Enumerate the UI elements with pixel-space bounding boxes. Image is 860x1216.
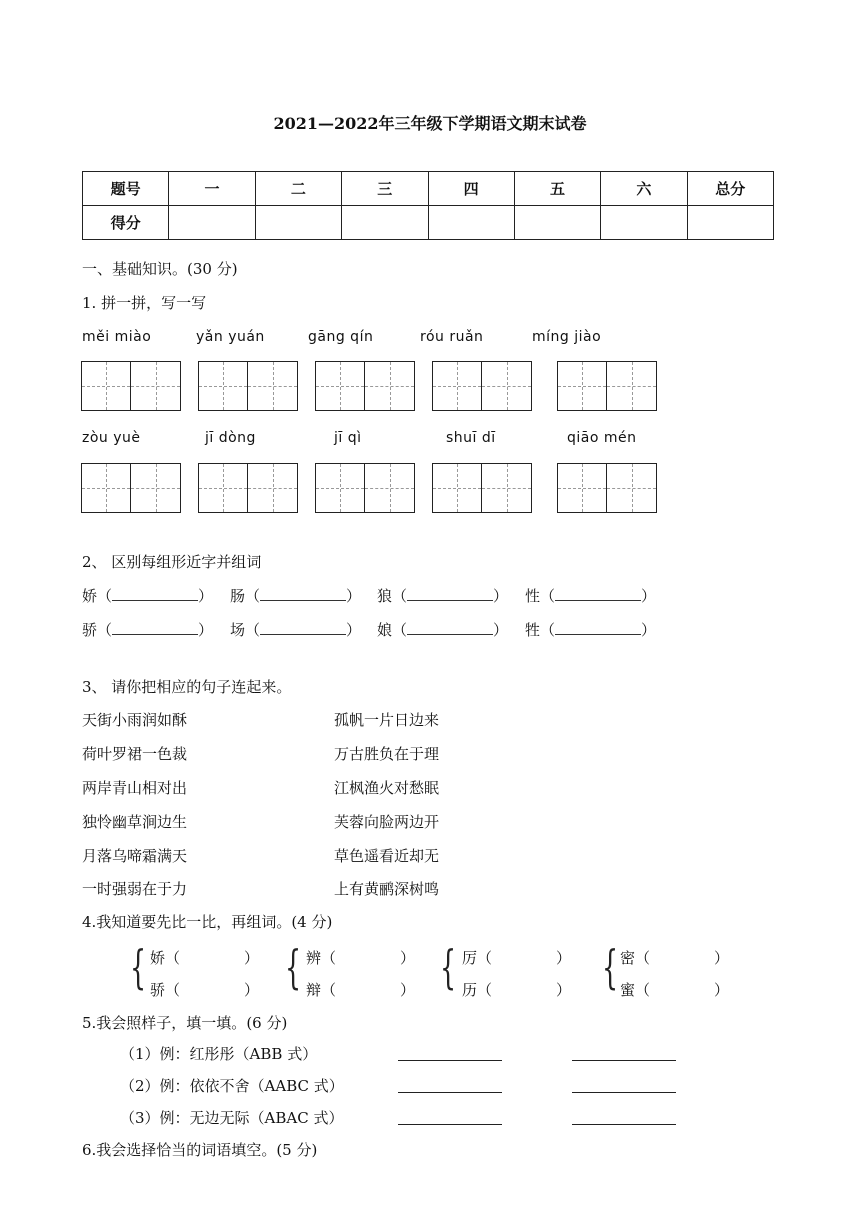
answer-blank[interactable] (555, 586, 641, 601)
score-input-cell[interactable] (169, 206, 255, 240)
score-header-cell: 三 (342, 172, 428, 206)
answer-blank[interactable] (555, 620, 641, 635)
poem-line-right[interactable]: 万古胜负在于理 (334, 745, 440, 763)
q2-char: 娇 (82, 587, 98, 605)
writing-grid[interactable] (198, 463, 298, 513)
poem-line-left[interactable]: 一时强弱在于力 (82, 880, 188, 898)
q4-item[interactable]: 辩（ ） (306, 981, 416, 999)
score-header-cell: 题号 (83, 172, 169, 206)
score-table-score-row (83, 206, 774, 240)
brace-icon: { (602, 940, 619, 994)
writing-cell[interactable] (557, 463, 607, 513)
q5-example: （2）例：依依不舍（AABC 式） (120, 1077, 344, 1095)
writing-cell[interactable] (315, 361, 365, 411)
poem-line-right[interactable]: 上有黄鹂深树鸣 (334, 880, 440, 898)
q2-item: 场（ ） (230, 621, 362, 639)
writing-grid[interactable] (315, 361, 415, 411)
answer-line[interactable] (572, 1124, 676, 1125)
answer-blank[interactable] (407, 586, 493, 601)
pinyin-label: shuī dī (446, 430, 496, 446)
q2-item: 性（ ） (525, 587, 657, 605)
answer-blank[interactable] (407, 620, 493, 635)
score-header-cell: 总分 (687, 172, 773, 206)
poem-line-right[interactable]: 芙蓉向脸两边开 (334, 813, 440, 831)
q2-char: 肠 (230, 587, 246, 605)
q2-item: 肠（ ） (230, 587, 362, 605)
writing-cell[interactable] (482, 361, 532, 411)
score-header-cell: 六 (601, 172, 687, 206)
q4-item[interactable]: 历（ ） (462, 981, 572, 999)
poem-line-left[interactable]: 月落乌啼霜满天 (82, 847, 188, 865)
score-input-cell[interactable] (601, 206, 687, 240)
page-title: 2021—2022年三年级下学期语文期末试卷 (273, 114, 587, 133)
writing-grid[interactable] (81, 463, 181, 513)
q2-item: 娘（ ） (377, 621, 509, 639)
score-header-cell: 二 (255, 172, 341, 206)
writing-grid[interactable] (315, 463, 415, 513)
q4-item[interactable]: 骄（ ） (150, 981, 260, 999)
writing-cell[interactable] (315, 463, 365, 513)
q2-char: 性 (525, 587, 541, 605)
pinyin-label: míng jiào (532, 329, 602, 345)
poem-line-right[interactable]: 江枫渔火对愁眠 (334, 779, 440, 797)
pinyin-label: jī dòng (205, 430, 256, 446)
q2-char: 场 (230, 621, 246, 639)
writing-grid[interactable] (432, 463, 532, 513)
q2-heading: 2、 区别每组形近字并组词 (82, 553, 262, 571)
writing-grid[interactable] (557, 463, 657, 513)
score-header-cell: 一 (169, 172, 255, 206)
q2-char: 骄 (82, 621, 98, 639)
writing-grid[interactable] (432, 361, 532, 411)
q4-item[interactable]: 密（ ） (620, 949, 730, 967)
q4-item[interactable]: 厉（ ） (462, 949, 572, 967)
brace-icon: { (285, 940, 302, 994)
writing-cell[interactable] (365, 463, 415, 513)
score-row-label: 得分 (83, 206, 169, 240)
q1-heading: 1. 拼一拼，写一写 (82, 294, 207, 312)
pinyin-label: róu ruǎn (420, 329, 484, 345)
q2-char: 狼 (377, 587, 393, 605)
writing-cell[interactable] (365, 361, 415, 411)
answer-line[interactable] (572, 1092, 676, 1093)
answer-blank[interactable] (260, 586, 346, 601)
writing-cell[interactable] (607, 463, 657, 513)
writing-cell[interactable] (81, 361, 131, 411)
score-table (82, 171, 774, 240)
writing-cell[interactable] (131, 361, 181, 411)
q2-item: 狼（ ） (377, 587, 509, 605)
writing-cell[interactable] (248, 361, 298, 411)
q2-item: 娇（ ） (82, 587, 214, 605)
score-input-cell[interactable] (342, 206, 428, 240)
score-input-cell[interactable] (514, 206, 600, 240)
writing-cell[interactable] (432, 463, 482, 513)
pinyin-label: gāng qín (308, 329, 374, 345)
poem-line-left[interactable]: 天街小雨润如酥 (82, 711, 188, 729)
writing-cell[interactable] (198, 463, 248, 513)
poem-line-right[interactable]: 草色遥看近却无 (334, 847, 440, 865)
writing-grid[interactable] (198, 361, 298, 411)
writing-cell[interactable] (131, 463, 181, 513)
q6-heading: 6.我会选择恰当的词语填空。(5 分) (82, 1141, 318, 1159)
pinyin-label: yǎn yuán (196, 329, 265, 345)
writing-grid[interactable] (557, 361, 657, 411)
answer-blank[interactable] (260, 620, 346, 635)
answer-blank[interactable] (112, 620, 198, 635)
writing-cell[interactable] (432, 361, 482, 411)
poem-line-left[interactable]: 荷叶罗裙一色裁 (82, 745, 188, 763)
brace-icon: { (440, 940, 457, 994)
pinyin-label: zòu yuè (82, 430, 141, 446)
q5-example: （3）例：无边无际（ABAC 式） (120, 1109, 344, 1127)
pinyin-label: měi miào (82, 329, 152, 345)
poem-line-left[interactable]: 两岸青山相对出 (82, 779, 188, 797)
writing-cell[interactable] (248, 463, 298, 513)
writing-grid[interactable] (81, 361, 181, 411)
score-input-cell[interactable] (255, 206, 341, 240)
writing-cell[interactable] (557, 361, 607, 411)
score-header-cell: 五 (514, 172, 600, 206)
q2-char: 牲 (525, 621, 541, 639)
q4-item[interactable]: 辨（ ） (306, 949, 416, 967)
q3-heading: 3、 请你把相应的句子连起来。 (82, 678, 292, 696)
q4-item[interactable]: 娇（ ） (150, 949, 260, 967)
pinyin-label: qiāo mén (567, 430, 637, 446)
answer-line[interactable] (398, 1092, 502, 1093)
q2-item: 骄（ ） (82, 621, 214, 639)
section1-heading: 一、基础知识。(30 分) (82, 260, 238, 278)
poem-line-right[interactable]: 孤帆一片日边来 (334, 711, 440, 729)
answer-line[interactable] (572, 1060, 676, 1061)
poem-line-left[interactable]: 独怜幽草涧边生 (82, 813, 188, 831)
q4-item[interactable]: 蜜（ ） (620, 981, 730, 999)
q5-example: （1）例：红彤彤（ABB 式） (120, 1045, 318, 1063)
score-input-cell[interactable] (687, 206, 773, 240)
brace-icon: { (130, 940, 147, 994)
writing-cell[interactable] (81, 463, 131, 513)
writing-cell[interactable] (198, 361, 248, 411)
score-header-cell: 四 (428, 172, 514, 206)
writing-cell[interactable] (482, 463, 532, 513)
q2-item: 牲（ ） (525, 621, 657, 639)
answer-blank[interactable] (112, 586, 198, 601)
pinyin-label: jī qì (334, 430, 362, 446)
q2-char: 娘 (377, 621, 393, 639)
q5-heading: 5.我会照样子，填一填。(6 分) (82, 1014, 288, 1032)
score-input-cell[interactable] (428, 206, 514, 240)
score-table-header-row (83, 172, 774, 206)
answer-line[interactable] (398, 1060, 502, 1061)
q4-heading: 4.我知道要先比一比，再组词。(4 分) (82, 913, 333, 931)
writing-cell[interactable] (607, 361, 657, 411)
answer-line[interactable] (398, 1124, 502, 1125)
